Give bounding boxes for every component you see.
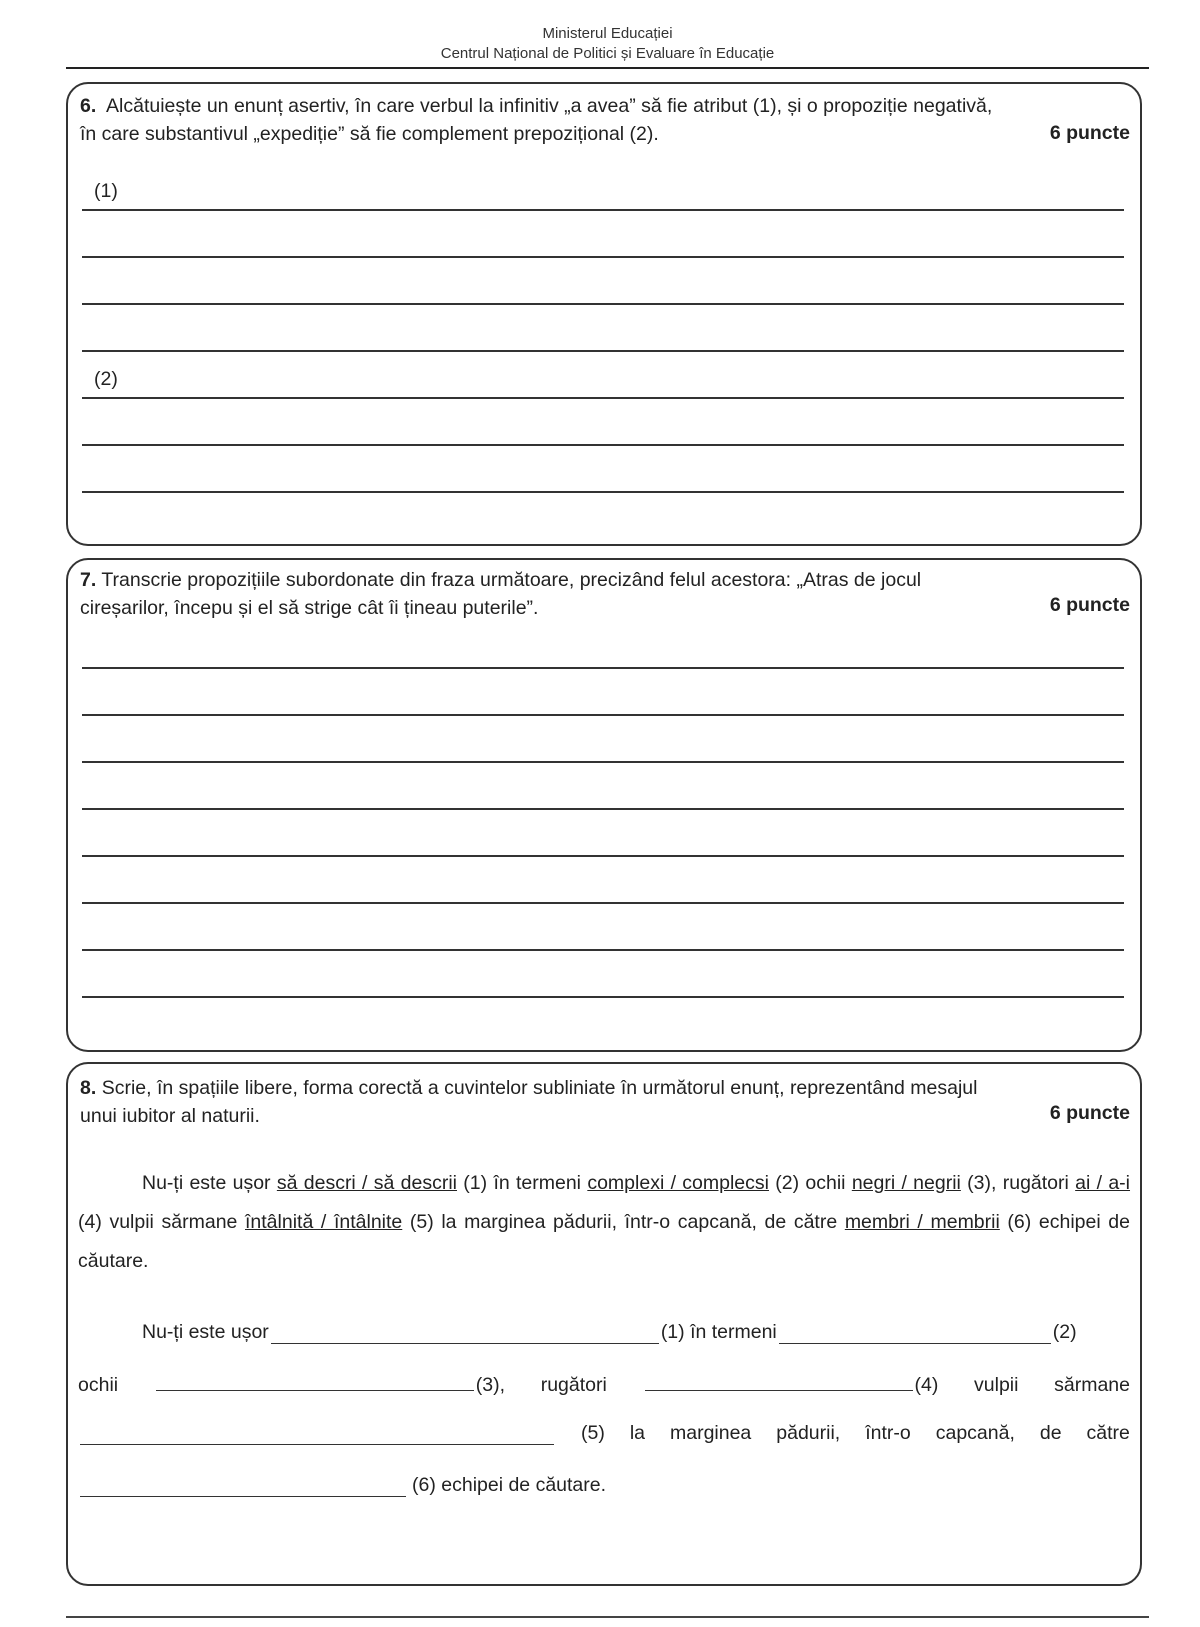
fill-text: vulpii (974, 1374, 1019, 1396)
question-6-box (66, 82, 1142, 546)
question-8-text (80, 1074, 1130, 1130)
underlined-option-3: negri / negrii (851, 1172, 961, 1194)
answer-line[interactable] (82, 350, 1124, 352)
fill-text: Nu-ți este ușor (142, 1321, 269, 1343)
fill-text: (2) (1052, 1321, 1077, 1343)
answer-line[interactable] (82, 902, 1124, 904)
fill-row-2 (78, 1372, 1130, 1397)
fill-text: pădurii, (776, 1422, 841, 1444)
question-8-box (66, 1062, 1142, 1586)
blank-4[interactable] (645, 1372, 913, 1391)
question-6-points: 6 puncte (1049, 122, 1130, 144)
sentence-text: (3), rugători (960, 1172, 1076, 1194)
fill-text: (4) (914, 1374, 939, 1396)
fill-text: la (629, 1422, 645, 1444)
fill-text: (3), (475, 1374, 506, 1396)
footer-divider (66, 1616, 1149, 1618)
answer-line[interactable] (82, 209, 1124, 211)
sentence-text: (5) la marginea pădurii, într-o capcană, de către (402, 1211, 845, 1233)
fill-text: rugători (540, 1374, 607, 1396)
question-6-number: 6. (80, 95, 97, 117)
fill-text: către (1086, 1422, 1130, 1444)
blank-3[interactable] (156, 1372, 474, 1391)
answer-line[interactable] (82, 761, 1124, 763)
question-7-text (80, 566, 1130, 622)
question-7-box (66, 558, 1142, 1052)
answer-line[interactable] (82, 667, 1124, 669)
answer-line[interactable] (82, 714, 1124, 716)
fill-text: marginea (669, 1422, 752, 1444)
center-name: Centrul Național de Politici și Evaluare în Educație (440, 45, 775, 62)
answer-line[interactable] (82, 397, 1124, 399)
document-header (66, 24, 1149, 64)
sentence-text: (2) ochii (768, 1172, 852, 1194)
fill-text: într-o (865, 1422, 911, 1444)
question-8-line-b: unui iubitor al naturii. (80, 1105, 260, 1127)
fill-text: (5) (580, 1422, 605, 1444)
sentence-text: (4) vulpii sărmane (78, 1211, 245, 1233)
question-8-number: 8. (80, 1077, 97, 1099)
fill-row-3 (78, 1422, 1130, 1445)
underlined-option-6: membri / membrii (844, 1211, 1000, 1233)
header-divider (66, 67, 1149, 69)
fill-text: (1) în termeni (660, 1321, 777, 1343)
sentence-text: (6) echipei de căutare. (78, 1211, 1130, 1272)
sentence-text: (1) în termeni (457, 1172, 588, 1194)
underlined-option-5: întâlnită / întâlnite (245, 1211, 403, 1233)
question-7-line-b: cireșarilor, începu și el să strige cât îi țineau puterile”. (80, 597, 539, 619)
fill-text: ochii (78, 1374, 119, 1396)
blank-2[interactable] (779, 1325, 1051, 1344)
fill-text: capcană, (935, 1422, 1015, 1444)
question-7-line-a: Transcrie propozițiile subordonate din fraza următoare, precizând felul acestora: „Atras de jocul (101, 569, 922, 591)
answer-line[interactable] (82, 303, 1124, 305)
question-7-points: 6 puncte (1049, 594, 1130, 616)
fill-text: de (1039, 1422, 1062, 1444)
question-6-line-b: în care substantivul „expediție” să fie complement prepozițional (2). (80, 123, 659, 145)
answer-line[interactable] (82, 256, 1124, 258)
blank-5[interactable] (80, 1426, 554, 1445)
answer-line[interactable] (82, 444, 1124, 446)
answer-line[interactable] (82, 491, 1124, 493)
question-6-text (80, 92, 1130, 148)
underlined-sentence (78, 1164, 1130, 1281)
fill-text: sărmane (1054, 1374, 1130, 1396)
answer-line[interactable] (82, 808, 1124, 810)
answer-label-2: (2) (94, 368, 118, 390)
blank-6[interactable] (80, 1478, 406, 1497)
fill-row-1 (78, 1321, 1130, 1344)
underlined-option-1: să descri / să descrii (276, 1172, 458, 1194)
question-8-line-a: Scrie, în spațiile libere, forma corectă a cuvintelor subliniate în următorul enunț, reprezentând mesajul (101, 1077, 978, 1099)
question-7-number: 7. (80, 569, 97, 591)
underlined-option-4: ai / a-i (1075, 1172, 1131, 1194)
question-6-line-a: Alcătuiește un enunț asertiv, în care verbul la infinitiv „a avea” să fie atribut (1), și o propoziție negativă, (106, 95, 993, 117)
blank-1[interactable] (271, 1325, 659, 1344)
fill-text: (6) echipei de căutare. (412, 1474, 607, 1496)
underlined-option-2: complexi / complecsi (587, 1172, 769, 1194)
sentence-text: Nu-ți este ușor (142, 1172, 277, 1194)
question-8-points: 6 puncte (1049, 1102, 1130, 1124)
ministry-name: Ministerul Educației (542, 25, 673, 42)
answer-line[interactable] (82, 996, 1124, 998)
answer-label-1: (1) (94, 180, 118, 202)
answer-line[interactable] (82, 855, 1124, 857)
answer-line[interactable] (82, 949, 1124, 951)
fill-row-4 (78, 1474, 1130, 1497)
